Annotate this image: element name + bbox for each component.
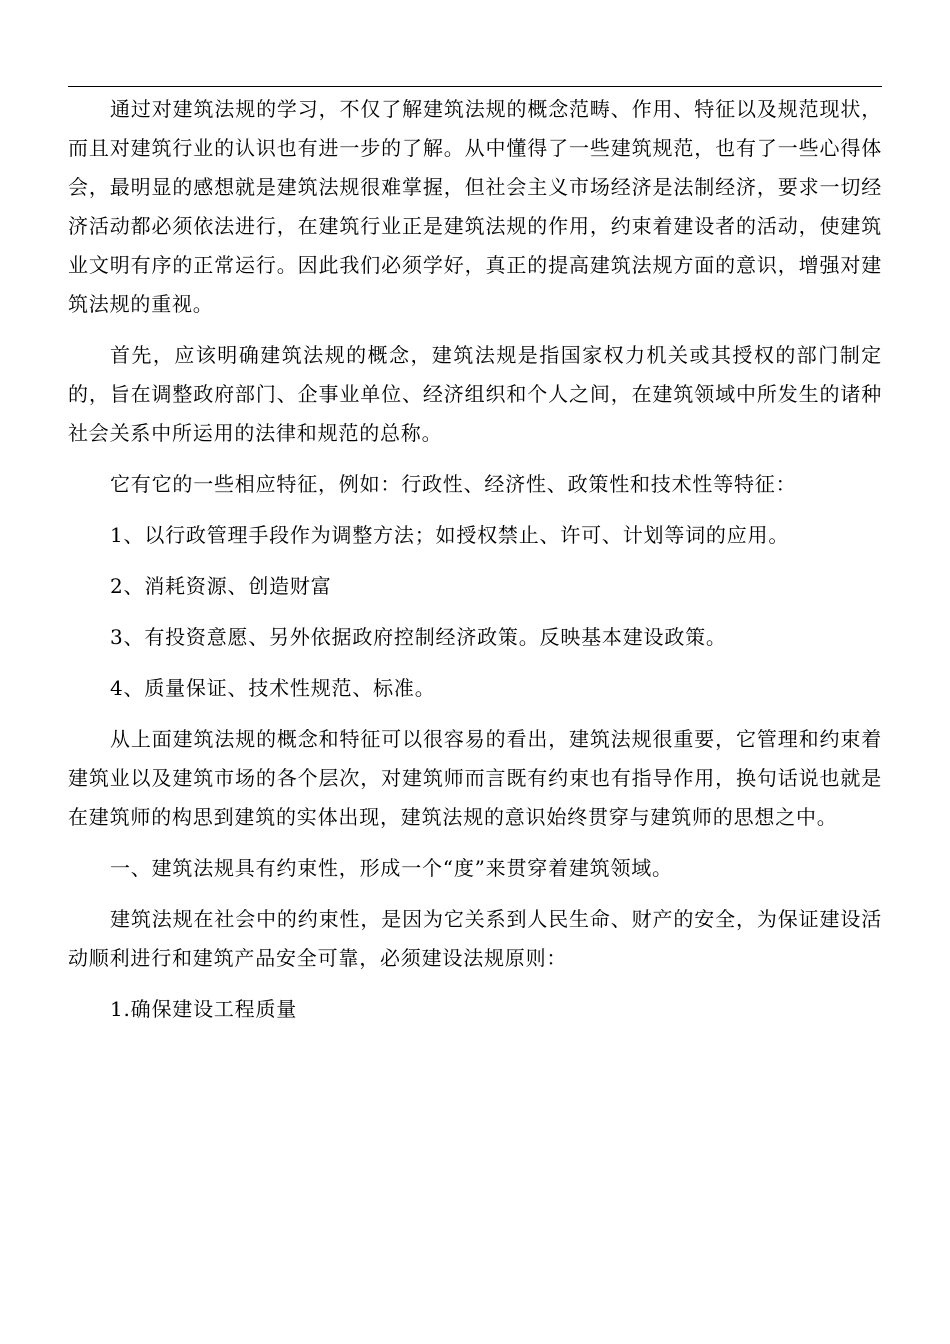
paragraph-definition: 首先，应该明确建筑法规的概念，建筑法规是指国家权力机关或其授权的部门制定的，旨在调整政府部门、企事业单位、经济组织和个人之间，在建筑领域中所发生的诸种社会关系中所运用的法律和规范的总称。 bbox=[68, 343, 882, 445]
header-rule bbox=[68, 86, 882, 87]
list-item-feature-2: 2、消耗资源、创造财富 bbox=[110, 574, 332, 598]
paragraph-features-intro: 它有它的一些相应特征，例如：行政性、经济性、政策性和技术性等特征： bbox=[110, 472, 797, 496]
paragraph-importance: 从上面建筑法规的概念和特征可以很容易的看出，建筑法规很重要，它管理和约束着建筑业以及建筑市场的各个层次，对建筑师而言既有约束也有指导作用，换句话说也就是在建筑师的构思到建筑的实体出现，建筑法规的意识始终贯穿与建筑师的思想之中。 bbox=[68, 727, 882, 829]
paragraph-intro: 通过对建筑法规的学习，不仅了解建筑法规的概念范畴、作用、特征以及规范现状，而且对建筑行业的认识也有进一步的了解。从中懂得了一些建筑规范，也有了一些心得体会，最明显的感想就是建筑法规很难掌握，但社会主义市场经济是法制经济，要求一切经济活动都必须依法进行，在建筑行业正是建筑法规的作用，约束着建设者的活动，使建筑业文明有序的正常运行。因此我们必须学好，真正的提高建筑法规方面的意识，增强对建筑法规的重视。 bbox=[68, 97, 882, 316]
section-heading-1: 一、建筑法规具有约束性，形成一个“度”来贯穿着建筑领域。 bbox=[110, 856, 673, 880]
list-item-feature-1: 1、以行政管理手段作为调整方法；如授权禁止、许可、计划等词的应用。 bbox=[110, 523, 790, 547]
list-item-principle-1: 1.确保建设工程质量 bbox=[110, 997, 298, 1021]
list-item-feature-3: 3、有投资意愿、另外依据政府控制经济政策。反映基本建设政策。 bbox=[110, 625, 727, 649]
document-body bbox=[68, 90, 882, 1041]
paragraph-constraint: 建筑法规在社会中的约束性，是因为它关系到人民生命、财产的安全，为保证建设活动顺利进行和建筑产品安全可靠，必须建设法规原则： bbox=[68, 907, 882, 970]
list-item-feature-4: 4、质量保证、技术性规范、标准。 bbox=[110, 676, 436, 700]
